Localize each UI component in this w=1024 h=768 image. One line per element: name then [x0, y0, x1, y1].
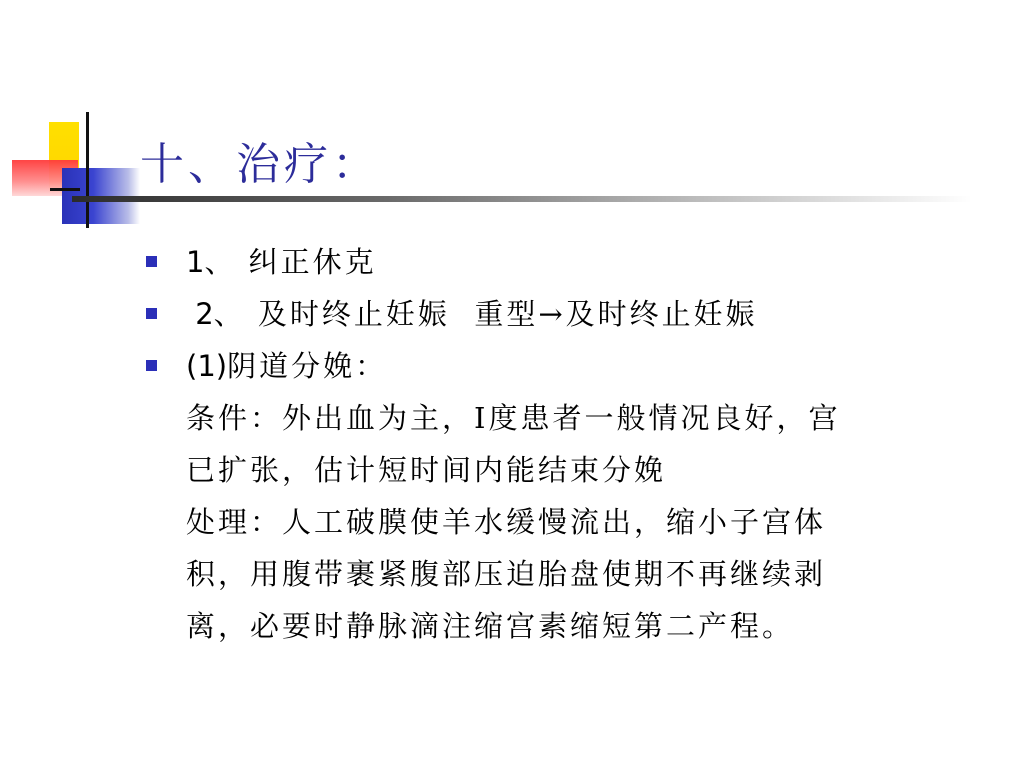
- item-separator: 、: [213, 297, 246, 331]
- decorative-vertical-line: [86, 112, 89, 228]
- bullet-square-icon: [146, 256, 157, 267]
- list-item: [142, 236, 1002, 288]
- detail-line: 已扩张，估计短时间内能结束分娩: [186, 453, 667, 487]
- bullet-square-icon: [146, 360, 157, 371]
- item-number: 2: [186, 297, 214, 331]
- item-text: 及时终止妊娠 重型→及时终止妊娠: [245, 297, 758, 331]
- item-text: 纠正休克: [236, 245, 377, 279]
- item-number: 1: [186, 245, 205, 279]
- list-item: [142, 340, 1002, 652]
- item-number: (1): [186, 349, 228, 383]
- detail-line: 离，必要时静脉滴注缩宫素缩短第二产程。: [186, 609, 795, 643]
- detail-line: 积，用腹带裹紧腹部压迫胎盘使期不再继续剥: [186, 557, 827, 591]
- detail-line: 条件：外出血为主，I度患者一般情况良好，宫: [186, 401, 841, 435]
- title-divider: [72, 196, 972, 202]
- item-text: 阴道分娩：: [227, 349, 388, 383]
- list-item: [142, 288, 1002, 340]
- decorative-horizontal-line: [50, 188, 80, 191]
- item-separator: 、: [204, 245, 237, 279]
- slide-title: 十、治疗：: [140, 139, 380, 190]
- bullet-square-icon: [146, 308, 157, 319]
- detail-line: 处理：人工破膜使羊水缓慢流出，缩小子宫体: [186, 505, 827, 539]
- bullet-list: [142, 236, 1002, 652]
